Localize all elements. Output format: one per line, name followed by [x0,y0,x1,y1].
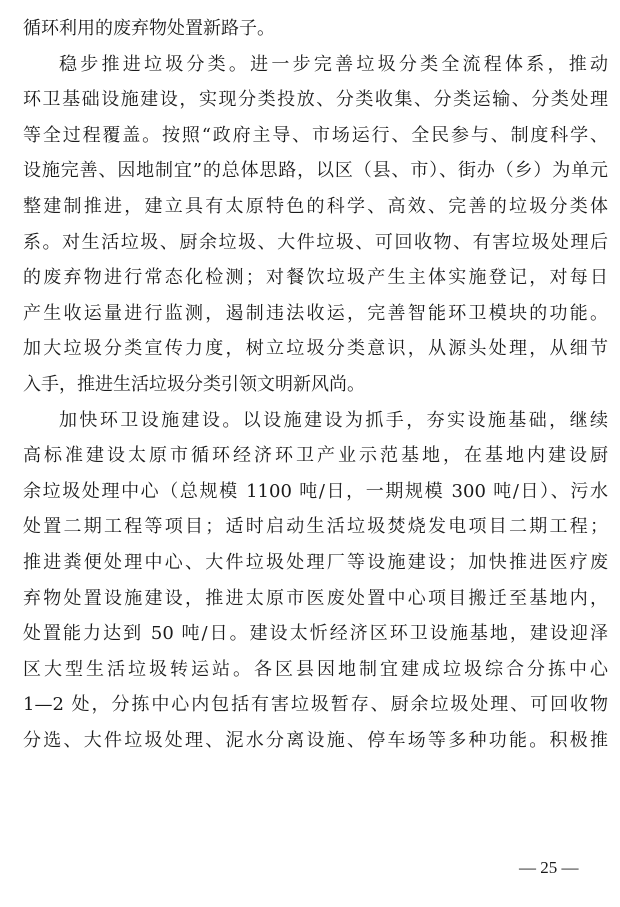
text-line: 环卫基础设施建设，实现分类投放、分类收集、分类运输、分类处理 [23,89,608,111]
text-line: 整建制推进，建立具有太原特色的科学、高效、完善的垃圾分类体 [23,195,608,217]
text-line: 余垃圾处理中心（总规模 1100 吨/日，一期规模 300 吨/日）、污水 [23,480,608,502]
text-line: 入手，推进生活垃圾分类引领文明新风尚。 [23,373,365,395]
text-line: 1—2 处，分拣中心内包括有害垃圾暂存、厨余垃圾处理、可回收物 [23,694,608,716]
text-line: 区大型生活垃圾转运站。各区县因地制宜建成垃圾综合分拣中心 [23,658,608,680]
text-line: 加大垃圾分类宣传力度，树立垃圾分类意识，从源头处理，从细节 [23,338,608,360]
text-line: 循环利用的废弃物处置新路子。 [23,18,275,39]
text-line: 处置能力达到 50 吨/日。建设太忻经济区环卫设施基地，建设迎泽 [23,623,608,645]
text-line: 等全过程覆盖。按照“政府主导、市场运行、全民参与、制度科学、 [23,124,608,146]
text-line: 系。对生活垃圾、厨余垃圾、大件垃圾、可回收物、有害垃圾处理后 [23,231,608,253]
text-line: 高标准建设太原市循环经济环卫产业示范基地，在基地内建设厨 [23,445,608,467]
text-line: 的废弃物进行常态化检测；对餐饮垃圾产生主体实施登记，对每日 [23,267,608,289]
document-body [23,11,608,758]
text-line: 处置二期工程等项目；适时启动生活垃圾焚烧发电项目二期工程； [23,516,608,538]
page-number: — 25 — [519,858,579,877]
paragraph-heading-line: 稳步推进垃圾分类。进一步完善垃圾分类全流程体系，推动 [59,53,608,75]
text-line: 产生收运量进行监测，遏制违法收运，完善智能环卫模块的功能。 [23,302,608,324]
text-line: 弃物处置设施建设，推进太原市医废处置中心项目搬迁至基地内， [23,587,608,609]
text-line: 分选、大件垃圾处理、泥水分离设施、停车场等多种功能。积极推 [23,729,608,751]
text-line: 推进粪便处理中心、大件垃圾处理厂等设施建设；加快推进医疗废 [23,551,608,573]
paragraph-heading-line: 加快环卫设施建设。以设施建设为抓手，夯实设施基础，继续 [59,409,608,431]
text-line: 设施完善、因地制宜”的总体思路，以区（县、市）、街办（乡）为单元 [23,160,608,182]
